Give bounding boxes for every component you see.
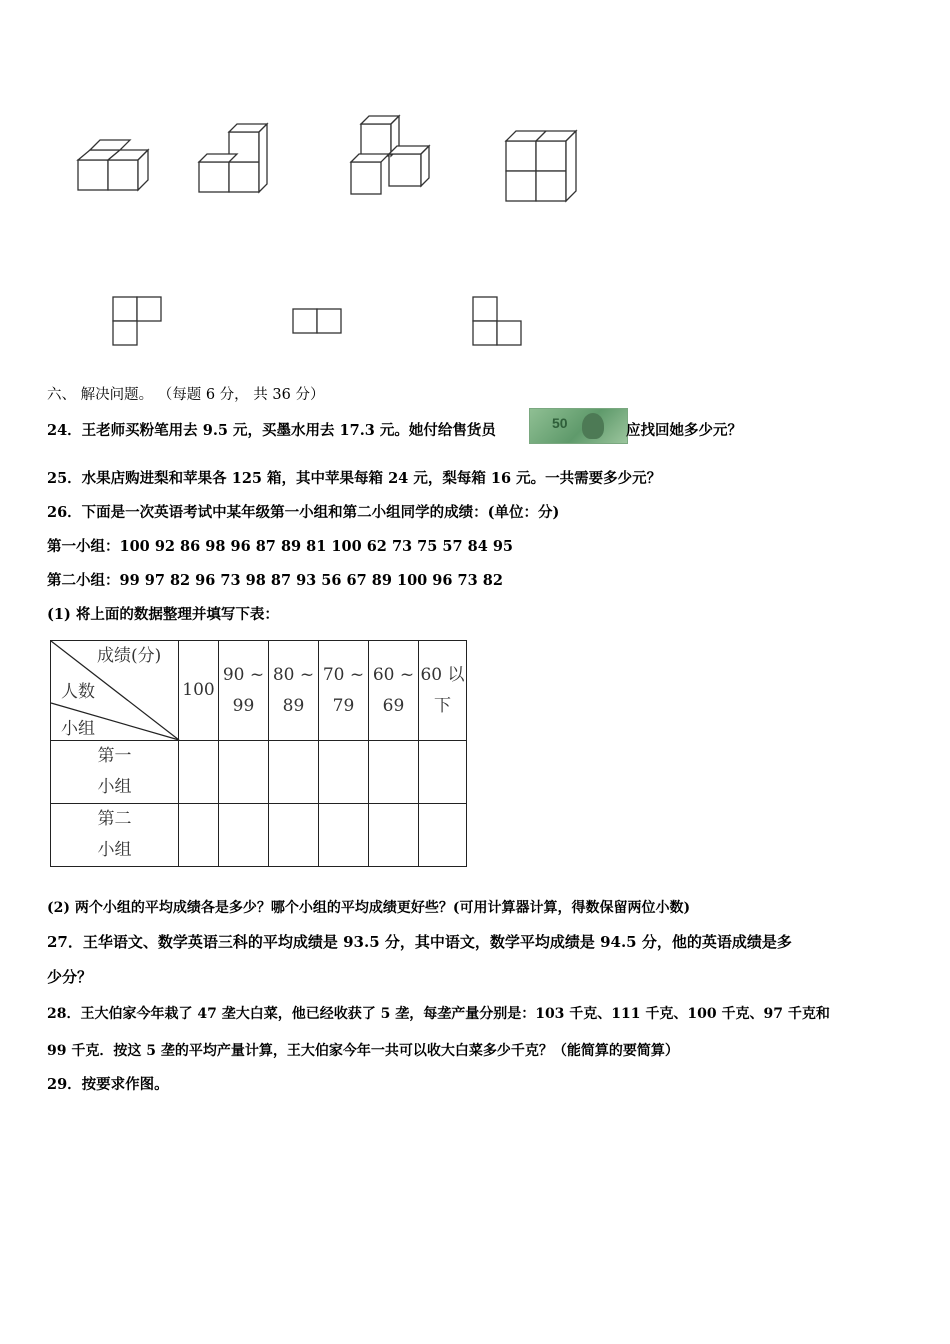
question-25-text: 25．水果店购进梨和苹果各 125 箱，其中苹果每箱 24 元，梨每箱 16 元。一共需要多少元？ [47,470,662,487]
table-cell[interactable] [269,804,319,867]
table-cell[interactable] [269,741,319,804]
cube-figure-3 [345,110,445,200]
header-70-79: 70 ~ 79 [319,641,369,741]
cube-figure-1 [70,130,160,200]
table-cell[interactable] [419,741,467,804]
table-cell[interactable] [219,741,269,804]
view-shape-2 [292,308,344,336]
corner-label-score: 成绩(分) [97,646,162,666]
header-100: 100 [179,641,219,741]
view-shape-3 [472,296,524,348]
cube-figure-2 [195,118,285,198]
q24-before: 24．王老师买粉笔用去 9.5 元，买墨水用去 17.3 元。她付给售货员 [47,422,496,439]
table-cell[interactable] [319,804,369,867]
section-6-title: 六、 解决问题。 （每题 6 分， 共 36 分） [47,387,325,403]
group-1-scores: 第一小组：100 92 86 98 96 87 89 81 100 62 73 75 57 84 95 [47,538,514,555]
table-cell[interactable] [369,804,419,867]
table-cell[interactable] [219,804,269,867]
banknote-portrait [582,413,604,439]
table-row-group-1 [51,741,467,804]
banknote-50-image [529,408,628,444]
question-27-line-2: 少分？ [47,968,93,986]
question-26-text: 26．下面是一次英语考试中某年级第一小组和第二小组同学的成绩：(单位：分) [47,504,560,521]
question-26-part-1: (1) 将上面的数据整理并填写下表： [47,606,279,623]
cube-figure-4 [500,125,590,210]
table-corner-cell [51,641,179,741]
corner-label-group: 小组 [61,719,95,739]
banknote-value: 50 [552,415,568,431]
q24-after: 应找回她多少元？ [626,422,742,439]
table-cell[interactable] [369,741,419,804]
corner-label-count: 人数 [61,682,95,702]
table-cell[interactable] [419,804,467,867]
question-24-text [47,421,496,441]
score-table [50,640,466,859]
question-29-text: 29．按要求作图。 [47,1076,169,1093]
header-90-99: 90 ~ 99 [219,641,269,741]
question-26-part-2: (2) 两个小组的平均成绩各是多少？哪个小组的平均成绩更好些？(可用计算器计算，得数保留两位小数) [47,900,691,916]
question-27-line-1: 27．王华语文、数学英语三科的平均成绩是 93.5 分，其中语文，数学平均成绩是 94.5 分，他的英语成绩是多 [47,933,792,951]
table-row-group-2 [51,804,467,867]
header-80-89: 80 ~ 89 [269,641,319,741]
table-cell[interactable] [179,804,219,867]
row-label-group-1: 第一 小组 [51,741,179,804]
question-28-line-1: 28．王大伯家今年栽了 47 垄大白菜，他已经收获了 5 垄，每垄产量分别是：103 千克、111 千克、100 千克、97 千克和 [47,1006,830,1022]
group-2-scores: 第二小组：99 97 82 96 73 98 87 93 56 67 89 100 96 73 82 [47,572,503,589]
table-cell[interactable] [179,741,219,804]
question-28-line-2: 99 千克．按这 5 垄的平均产量计算，王大伯家今年一共可以收大白菜多少千克？（能简算的要简算） [47,1043,679,1059]
table-cell[interactable] [319,741,369,804]
header-60-69: 60 ~ 69 [369,641,419,741]
header-below-60: 60 以 下 [419,641,467,741]
view-shape-1 [112,296,164,348]
row-label-group-2: 第二 小组 [51,804,179,867]
